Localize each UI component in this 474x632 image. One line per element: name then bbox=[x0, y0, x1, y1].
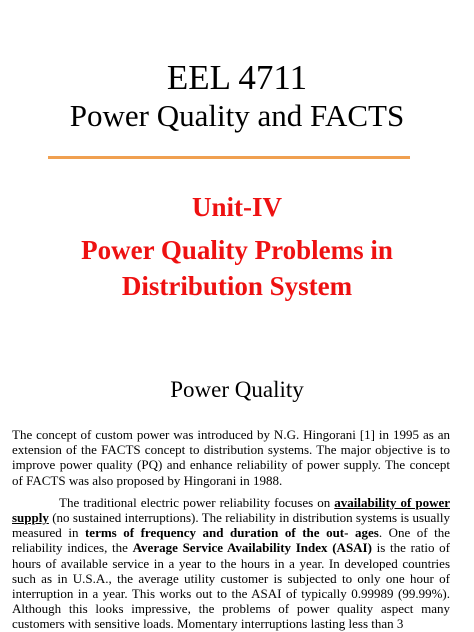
emphasis-frequency: terms of frequency and duration of the out- ages bbox=[84, 525, 379, 541]
unit-title: Power Quality Problems in Distribution System bbox=[81, 235, 393, 301]
paragraph-reliability bbox=[12, 495, 450, 632]
paragraph-intro: The concept of custom power was introduced by N.G. Hingorani [1] in 1995 as an extension of the FACTS concept to distribution systems. The major objective is to improve power quality (PQ) and enhance reliability of power supply. The concept of FACTS was also proposed by Hingorani in 1988. bbox=[12, 427, 450, 488]
section-heading: Power Quality bbox=[170, 377, 304, 402]
text-run: (no sustained interruptions). The reliability in distribution systems is usually measured in bbox=[12, 510, 450, 541]
divider-line bbox=[48, 156, 410, 159]
course-title: Power Quality and FACTS bbox=[69, 98, 405, 133]
text-run: . One of the reliability indices, the bbox=[12, 525, 451, 556]
emphasis-availability: availability of power supply bbox=[12, 494, 450, 526]
course-code: EEL 4711 bbox=[166, 58, 308, 97]
unit-label: Unit-IV bbox=[191, 192, 282, 222]
emphasis-asai: Average Service Availability Index (ASAI) bbox=[132, 540, 372, 556]
body-text bbox=[12, 427, 450, 632]
text-run: is the ratio of hours of available service in a year to the hours in a year. In developed countries such as in U.S.A., the average utility customer is subjected to only one hour of interruption in a year. This works out to the ASAI of typically 0.99989 (99.99%). Although this looks impressive, the problems of power quality aspect many customers with sensitive loads. Momentary interruptions lasting less than 3 bbox=[12, 540, 450, 632]
text-run: The traditional electric power reliability focuses on bbox=[59, 494, 335, 510]
